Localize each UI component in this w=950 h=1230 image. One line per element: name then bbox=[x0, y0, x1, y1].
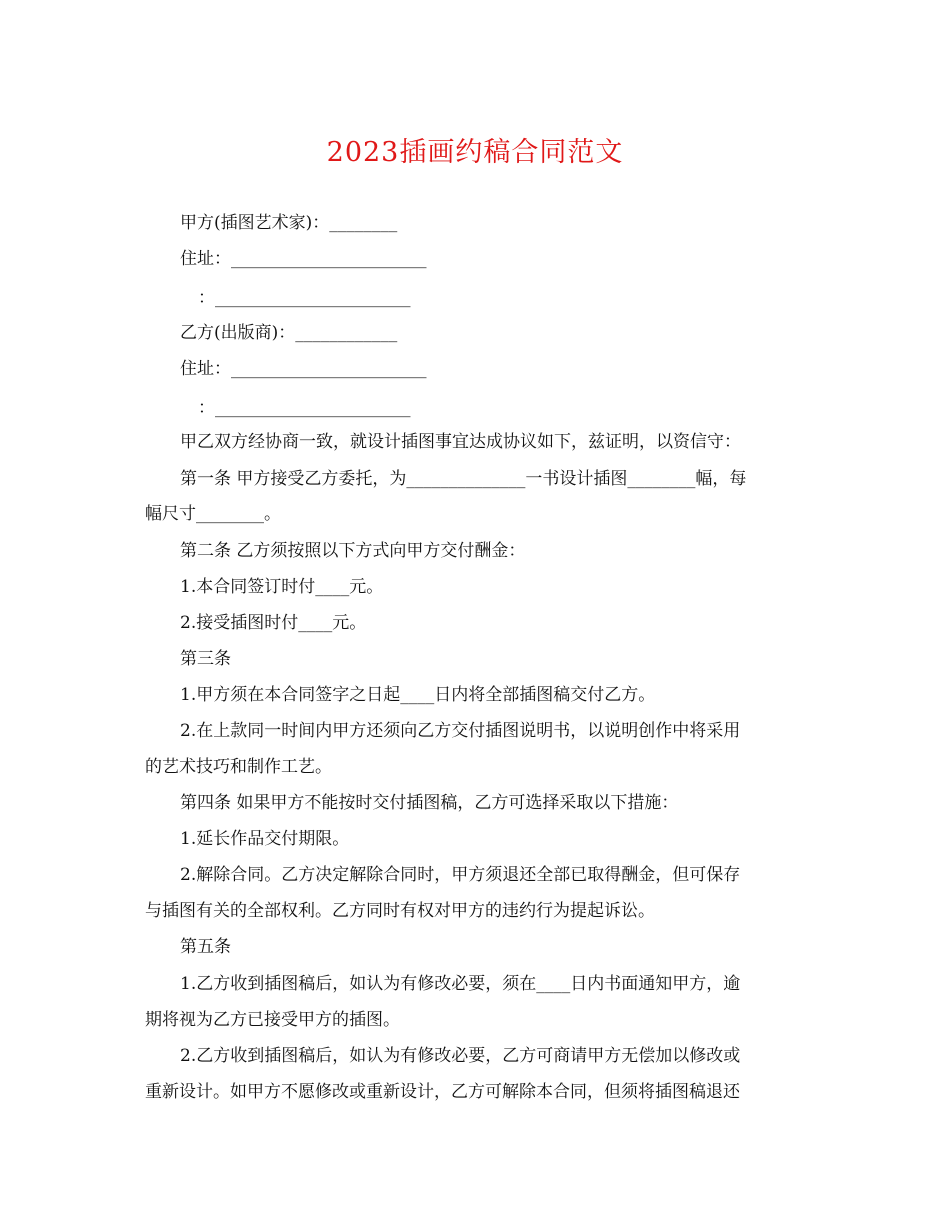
article-3-heading: 第三条 bbox=[180, 649, 231, 669]
party-a-contact: ：_______________________ bbox=[198, 288, 411, 308]
article-4-heading: 第四条 如果甲方不能按时交付插图稿，乙方可选择采取以下措施： bbox=[180, 793, 679, 813]
article-5-item-1-line-1: 1.乙方收到插图稿后，如认为有修改必要，须在____日内书面通知甲方，逾 bbox=[180, 974, 741, 994]
article-3-item-1: 1.甲方须在本合同签字之日起____日内将全部插图稿交付乙方。 bbox=[180, 685, 656, 705]
article-2-item-2: 2.接受插图时付____元。 bbox=[180, 613, 367, 633]
party-b-line: 乙方(出版商)：____________ bbox=[180, 323, 398, 343]
article-4-item-2-line-2: 与插图有关的全部权利。乙方同时有权对甲方的违约行为提起诉讼。 bbox=[145, 901, 655, 921]
article-1-line-2: 幅尺寸________。 bbox=[145, 504, 281, 524]
article-4-item-1: 1.延长作品交付期限。 bbox=[180, 829, 350, 849]
document-title: 2023插画约稿合同范文 bbox=[326, 137, 624, 168]
article-1-line-1: 第一条 甲方接受乙方委托，为______________一书设计插图________幅，每 bbox=[180, 469, 747, 489]
article-5-item-2-line-2: 重新设计。如甲方不愿修改或重新设计，乙方可解除本合同，但须将插图稿退还 bbox=[145, 1082, 740, 1102]
article-5-item-1-line-2: 期将视为乙方已接受甲方的插图。 bbox=[145, 1010, 400, 1030]
party-a-line: 甲方(插图艺术家)：________ bbox=[180, 213, 398, 233]
party-b-address: 住址：_______________________ bbox=[180, 359, 427, 379]
article-2-heading: 第二条 乙方须按照以下方式向甲方交付酬金： bbox=[180, 541, 526, 561]
article-2-item-1: 1.本合同签订时付____元。 bbox=[180, 577, 384, 597]
article-5-item-2-line-1: 2.乙方收到插图稿后，如认为有修改必要，乙方可商请甲方无偿加以修改或 bbox=[180, 1046, 741, 1066]
preamble: 甲乙双方经协商一致，就设计插图事宜达成协议如下，兹证明，以资信守： bbox=[180, 432, 741, 452]
party-a-address: 住址：_______________________ bbox=[180, 249, 427, 269]
article-5-heading: 第五条 bbox=[180, 937, 231, 957]
article-4-item-2-line-1: 2.解除合同。乙方决定解除合同时，甲方须退还全部已取得酬金，但可保存 bbox=[180, 865, 741, 885]
article-3-item-2-line-1: 2.在上款同一时间内甲方还须向乙方交付插图说明书，以说明创作中将采用 bbox=[180, 721, 741, 741]
party-b-contact: ：_______________________ bbox=[198, 398, 411, 418]
article-3-item-2-line-2: 的艺术技巧和制作工艺。 bbox=[145, 757, 332, 777]
